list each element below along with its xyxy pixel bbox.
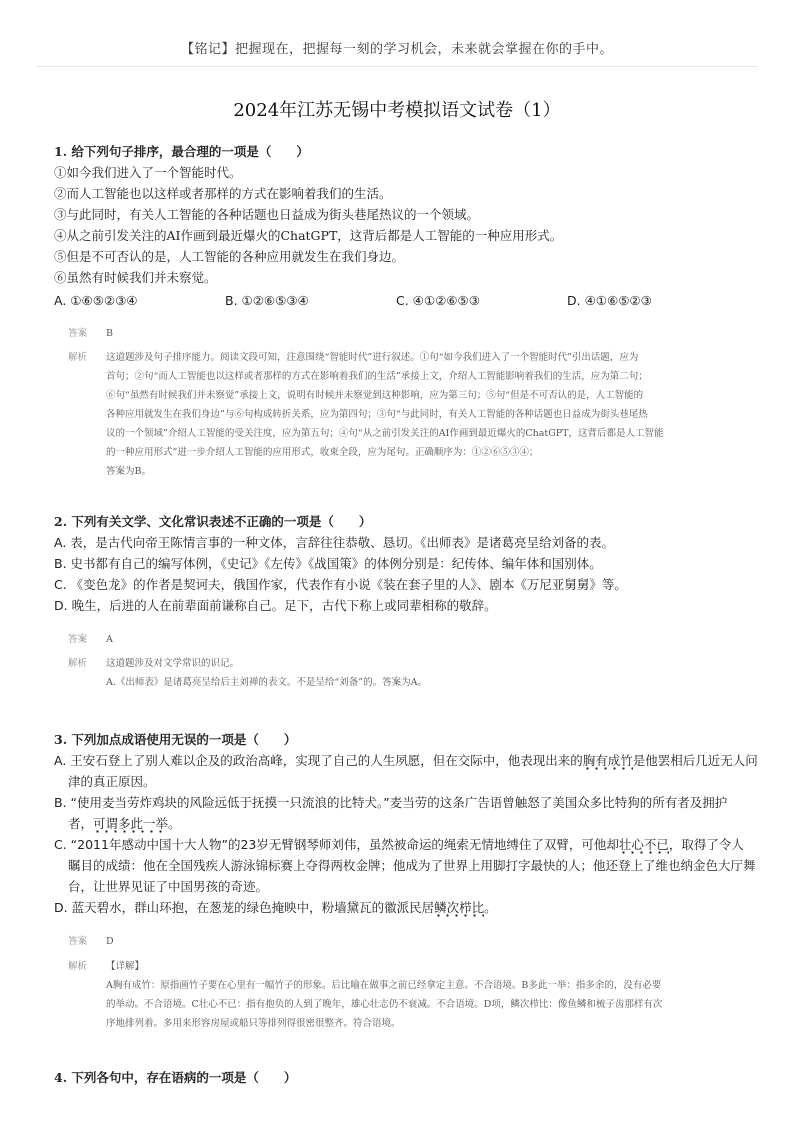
- q1-analysis-line: 的一种应用形式”进一步介绍人工智能的应用形式，收束全段，应为尾句。正确顺序为：①②⑥⑤③④；: [106, 447, 539, 458]
- answer-label: 答案: [68, 328, 88, 339]
- q3-c-text: ，取得了令人: [668, 837, 744, 852]
- q1-analysis-line: 答案为B。: [106, 466, 151, 477]
- q3-c-text: C. “2011年感动中国十大人物”的23岁无臂钢琴师刘伟，虽然被命运的绳索无情地缚住了双臂，可他却: [54, 837, 619, 852]
- q2-option-a[interactable]: A. 表，是古代向帝王陈情言事的一种文体，言辞往往恭敬、恳切。《出师表》是诸葛亮呈给刘备的表。: [54, 535, 615, 550]
- question-2: [54, 511, 754, 616]
- dotted-idiom: 壮心不已: [619, 837, 669, 855]
- analysis-label: 解析: [68, 352, 88, 363]
- q1-sentence-1: ①如今我们进入了一个智能时代。: [54, 165, 242, 180]
- q3-d-text: D. 蓝天碧水，群山环抱，在葱茏的绿色掩映中，粉墙黛瓦的徽派民居: [54, 900, 435, 915]
- q2-option-d[interactable]: D. 晚生，后进的人在前辈面前谦称自己。足下，古代下称上或同辈相称的敬辞。: [54, 598, 497, 613]
- q1-sentence-3: ③与此同时，有关人工智能的各种话题也日益成为街头巷尾热议的一个领域。: [54, 207, 480, 222]
- analysis-label: 解析: [68, 961, 88, 972]
- q1-options: [54, 290, 754, 311]
- q3-analysis-line: A胸有成竹：原指画竹子要在心里有一幅竹子的形象。后比喻在做事之前已经拿定主意。不合语境。B多此一举：指多余的，没有必要: [106, 980, 662, 991]
- question-1: [54, 141, 754, 311]
- q2-option-b[interactable]: B. 史书都有自己的编写体例，《史记》《左传》《战国策》的体例分别是：纪传体、编年体和国别体。: [54, 556, 602, 571]
- q3-b-text: 。: [168, 816, 181, 831]
- question-4-stem: 4. 下列各句中，存在语病的一项是（ ）: [54, 1070, 297, 1085]
- header-divider: [36, 66, 758, 67]
- q3-answer: D: [106, 936, 114, 947]
- answer-label: 答案: [68, 634, 88, 645]
- q3-a-text: 津的真正原因。: [68, 774, 156, 789]
- q1-analysis-line: 这道题涉及句子排序能力。阅读文段可知，注意围绕“智能时代”进行叙述。①句“如今我们进入了一个智能时代”引出话题，应为: [106, 352, 639, 363]
- q2-option-c[interactable]: C. 《变色龙》的作者是契诃夫，俄国作家，代表作有小说《装在套子里的人》、剧本《万尼亚舅舅》等。: [54, 577, 627, 592]
- q1-analysis-line: ⑥句“虽然有时候我们并未察觉”承接上文，说明有时候并未察觉到这种影响，应为第三句；⑤句“但是不可否认的是，人工智能的: [106, 390, 644, 401]
- q1-analysis-line: 各种应用就发生在我们身边”与⑥句构成转折关系，应为第四句；③句“与此同时，有关人工智能的各种话题也日益成为街头巷尾热: [106, 409, 648, 420]
- q3-option-c[interactable]: [54, 834, 754, 897]
- dotted-idiom: 可谓多此一举: [93, 816, 168, 834]
- q3-analysis-line: 【详解】: [106, 961, 145, 972]
- q3-analysis-line: 的举动。不合语境。C壮心不已：指有抱负的人到了晚年，雄心壮志仍不衰减。不合语境。D项，鳞次栉比：像鱼鳞和梳子齿那样有次: [106, 999, 663, 1010]
- q1-analysis-line: 首句；②句“而人工智能也以这样或者那样的方式在影响着我们的生活”承接上文，介绍人工智能影响着我们的生活，应为第二句；: [106, 371, 648, 382]
- q1-sentence-2: ②而人工智能也以这样或者那样的方式在影响着我们的生活。: [54, 186, 392, 201]
- q3-option-a[interactable]: [54, 750, 758, 792]
- q1-analysis-block: [68, 348, 728, 481]
- page-header-motto: 【铭记】把握现在，把握每一刻的学习机会，未来就会掌握在你的手中。: [180, 42, 613, 57]
- page-title: 2024年江苏无锡中考模拟语文试卷（1）: [233, 100, 561, 121]
- analysis-label: 解析: [68, 658, 88, 669]
- q2-analysis-block: [68, 654, 728, 692]
- q3-option-d[interactable]: [54, 897, 754, 918]
- q3-d-text: 。: [484, 900, 497, 915]
- q3-option-b[interactable]: [54, 792, 754, 834]
- dotted-idiom: 鳞次栉比: [434, 900, 484, 918]
- q3-c-text: 台，让世界见证了中国男孩的奇迹。: [68, 879, 269, 894]
- q3-answer-block: [68, 932, 728, 951]
- q3-b-text: B. “使用麦当劳炸鸡块的风险远低于抚摸一只流浪的比特犬。”麦当劳的这条广告语曾触怒了美国众多比特狗的所有者及拥护: [54, 795, 728, 810]
- q3-c-text: 瞩目的成绩：他在全国残疾人游泳锦标赛上夺得两枚金牌；他成为了世界上用脚打字最快的人；他还登上了维也纳金色大厅舞: [68, 858, 756, 873]
- q1-option-c[interactable]: C. ④①②⑥⑤③: [396, 293, 480, 308]
- q3-a-text: A. 王安石登上了别人难以企及的政治高峰，实现了自己的人生夙愿，但在交际中，他表现出来的: [54, 753, 583, 768]
- q1-answer-block: [68, 324, 728, 343]
- q1-sentence-4: ④从之前引发关注的AI作画到最近爆火的ChatGPT，这背后都是人工智能的一种应用形式。: [54, 228, 563, 243]
- q3-analysis-line: 序地排列着。多用来形容房屋或船只等排列得很密很整齐。符合语境。: [106, 1018, 401, 1029]
- question-2-stem: 2. 下列有关文学、文化常识表述不正确的一项是（ ）: [54, 514, 372, 529]
- q2-analysis-line: 这道题涉及对文学常识的识记。: [106, 658, 240, 669]
- answer-label: 答案: [68, 936, 88, 947]
- question-4: [54, 1067, 754, 1088]
- question-3: [54, 729, 758, 918]
- q1-sentence-5: ⑤但是不可否认的是，人工智能的各种应用就发生在我们身边。: [54, 249, 405, 264]
- q1-analysis-line: 议的一个领域”介绍人工智能的受关注度，应为第五句；④句“从之前引发关注的AI作画到最近爆火的ChatGPT，这背后都是人工智能: [106, 428, 664, 439]
- question-1-stem: 1. 给下列句子排序，最合理的一项是（ ）: [54, 144, 309, 159]
- q3-analysis-block: [68, 957, 728, 1033]
- question-3-stem: 3. 下列加点成语使用无误的一项是（ ）: [54, 732, 297, 747]
- q3-b-text: 者，: [68, 816, 94, 831]
- q1-option-b[interactable]: B. ①②⑥⑤③④: [225, 293, 309, 308]
- q1-sentence-6: ⑥虽然有时候我们并未察觉。: [54, 270, 217, 285]
- q3-a-text: 是他罢相后几近无人问: [632, 753, 758, 768]
- q2-answer: A: [106, 634, 113, 645]
- q2-answer-block: [68, 630, 728, 649]
- q1-answer: B: [106, 328, 113, 339]
- q1-option-a[interactable]: A. ①⑥⑤②③④: [54, 293, 138, 308]
- q1-option-d[interactable]: D. ④①⑥⑤②③: [567, 293, 652, 308]
- dotted-idiom: 胸有成竹: [583, 753, 633, 771]
- q2-analysis-line: A.《出师表》是诸葛亮呈给后主刘禅的表文。不是呈给“刘备”的。答案为A。: [106, 677, 427, 688]
